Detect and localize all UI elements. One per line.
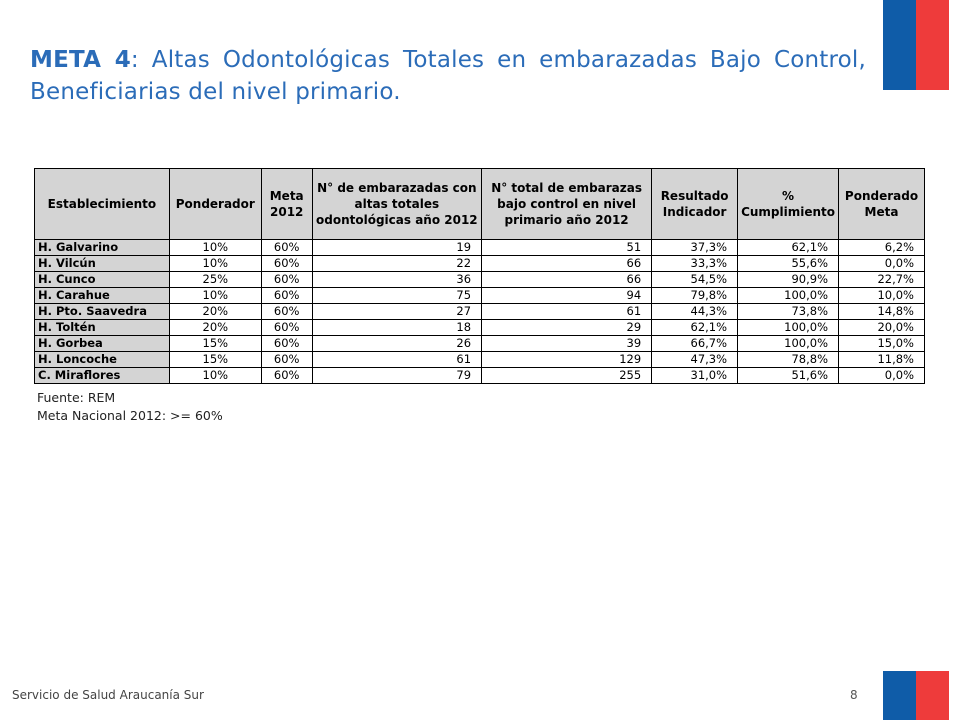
flag-bar-bottom — [883, 671, 949, 720]
cell-total: 94 — [482, 288, 652, 304]
table-notes — [37, 389, 223, 425]
cell-resultado: 62,1% — [652, 320, 738, 336]
cell-meta: 60% — [261, 288, 312, 304]
cell-resultado: 66,7% — [652, 336, 738, 352]
cell-total: 129 — [482, 352, 652, 368]
cell-altas: 26 — [312, 336, 481, 352]
cell-altas: 61 — [312, 352, 481, 368]
cell-total: 51 — [482, 240, 652, 256]
cell-total: 255 — [482, 368, 652, 384]
cell-ponderador: 15% — [169, 336, 261, 352]
cell-ponderador: 10% — [169, 256, 261, 272]
cell-total: 29 — [482, 320, 652, 336]
cell-ponderado: 0,0% — [839, 368, 925, 384]
cell-resultado: 31,0% — [652, 368, 738, 384]
flag-red-stripe — [916, 0, 949, 90]
cell-meta: 60% — [261, 304, 312, 320]
cell-establecimiento: H. Pto. Saavedra — [35, 304, 170, 320]
cell-ponderador: 20% — [169, 320, 261, 336]
table-row — [35, 368, 925, 384]
header-resultado: Resultado Indicador — [652, 169, 738, 240]
cell-ponderado: 14,8% — [839, 304, 925, 320]
cell-ponderado: 15,0% — [839, 336, 925, 352]
cell-ponderado: 20,0% — [839, 320, 925, 336]
goal-note: Meta Nacional 2012: >= 60% — [37, 408, 223, 423]
cell-altas: 79 — [312, 368, 481, 384]
cell-cumplimiento: 100,0% — [738, 320, 839, 336]
table-row — [35, 240, 925, 256]
cell-cumplimiento: 78,8% — [738, 352, 839, 368]
cell-altas: 36 — [312, 272, 481, 288]
header-establecimiento: Establecimiento — [35, 169, 170, 240]
cell-total: 39 — [482, 336, 652, 352]
cell-cumplimiento: 73,8% — [738, 304, 839, 320]
cell-ponderador: 25% — [169, 272, 261, 288]
cell-altas: 27 — [312, 304, 481, 320]
cell-ponderado: 22,7% — [839, 272, 925, 288]
footer-org: Servicio de Salud Araucanía Sur — [12, 688, 204, 702]
table-row — [35, 336, 925, 352]
title-bold: META 4 — [30, 47, 131, 73]
cell-ponderado: 0,0% — [839, 256, 925, 272]
cell-ponderador: 10% — [169, 288, 261, 304]
cell-cumplimiento: 100,0% — [738, 288, 839, 304]
cell-ponderado: 11,8% — [839, 352, 925, 368]
table-row — [35, 288, 925, 304]
table-body — [35, 240, 925, 384]
cell-altas: 19 — [312, 240, 481, 256]
table-row — [35, 256, 925, 272]
cell-ponderador: 10% — [169, 368, 261, 384]
cell-establecimiento: C. Miraflores — [35, 368, 170, 384]
table-row — [35, 304, 925, 320]
cell-establecimiento: H. Gorbea — [35, 336, 170, 352]
cell-establecimiento: H. Vilcún — [35, 256, 170, 272]
table-header-row — [35, 169, 925, 240]
cell-total: 66 — [482, 256, 652, 272]
title-rest: : Altas Odontológicas Totales en embarazadas Bajo Control, Beneficiarias del nivel primario. — [30, 47, 866, 105]
cell-cumplimiento: 55,6% — [738, 256, 839, 272]
cell-ponderador: 10% — [169, 240, 261, 256]
flag-red-stripe — [916, 671, 949, 720]
cell-meta: 60% — [261, 240, 312, 256]
cell-meta: 60% — [261, 368, 312, 384]
cell-ponderador: 20% — [169, 304, 261, 320]
cell-resultado: 54,5% — [652, 272, 738, 288]
cell-meta: 60% — [261, 272, 312, 288]
header-altas: N° de embarazadas con altas totales odontológicas año 2012 — [312, 169, 481, 240]
cell-cumplimiento: 62,1% — [738, 240, 839, 256]
cell-meta: 60% — [261, 352, 312, 368]
cell-altas: 18 — [312, 320, 481, 336]
cell-resultado: 33,3% — [652, 256, 738, 272]
cell-establecimiento: H. Toltén — [35, 320, 170, 336]
cell-altas: 75 — [312, 288, 481, 304]
cell-resultado: 44,3% — [652, 304, 738, 320]
cell-cumplimiento: 51,6% — [738, 368, 839, 384]
cell-resultado: 47,3% — [652, 352, 738, 368]
cell-ponderador: 15% — [169, 352, 261, 368]
cell-meta: 60% — [261, 336, 312, 352]
header-ponderado: Ponderado Meta — [839, 169, 925, 240]
table-row — [35, 320, 925, 336]
table-row — [35, 352, 925, 368]
flag-blue-stripe — [883, 0, 916, 90]
header-meta: Meta 2012 — [261, 169, 312, 240]
cell-cumplimiento: 100,0% — [738, 336, 839, 352]
cell-resultado: 37,3% — [652, 240, 738, 256]
cell-meta: 60% — [261, 320, 312, 336]
cell-establecimiento: H. Carahue — [35, 288, 170, 304]
header-cumplimiento: % Cumplimiento — [738, 169, 839, 240]
header-total: N° total de embarazas bajo control en nivel primario año 2012 — [482, 169, 652, 240]
page-number: 8 — [850, 688, 858, 702]
cell-total: 66 — [482, 272, 652, 288]
cell-ponderado: 10,0% — [839, 288, 925, 304]
header-ponderador: Ponderador — [169, 169, 261, 240]
cell-establecimiento: H. Galvarino — [35, 240, 170, 256]
cell-altas: 22 — [312, 256, 481, 272]
cell-cumplimiento: 90,9% — [738, 272, 839, 288]
cell-ponderado: 6,2% — [839, 240, 925, 256]
cell-meta: 60% — [261, 256, 312, 272]
cell-resultado: 79,8% — [652, 288, 738, 304]
table-row — [35, 272, 925, 288]
source-note: Fuente: REM — [37, 390, 116, 405]
slide-title — [30, 44, 866, 108]
cell-establecimiento: H. Cunco — [35, 272, 170, 288]
results-table — [34, 168, 925, 384]
cell-establecimiento: H. Loncoche — [35, 352, 170, 368]
flag-bar-top — [883, 0, 949, 90]
cell-total: 61 — [482, 304, 652, 320]
flag-blue-stripe — [883, 671, 916, 720]
